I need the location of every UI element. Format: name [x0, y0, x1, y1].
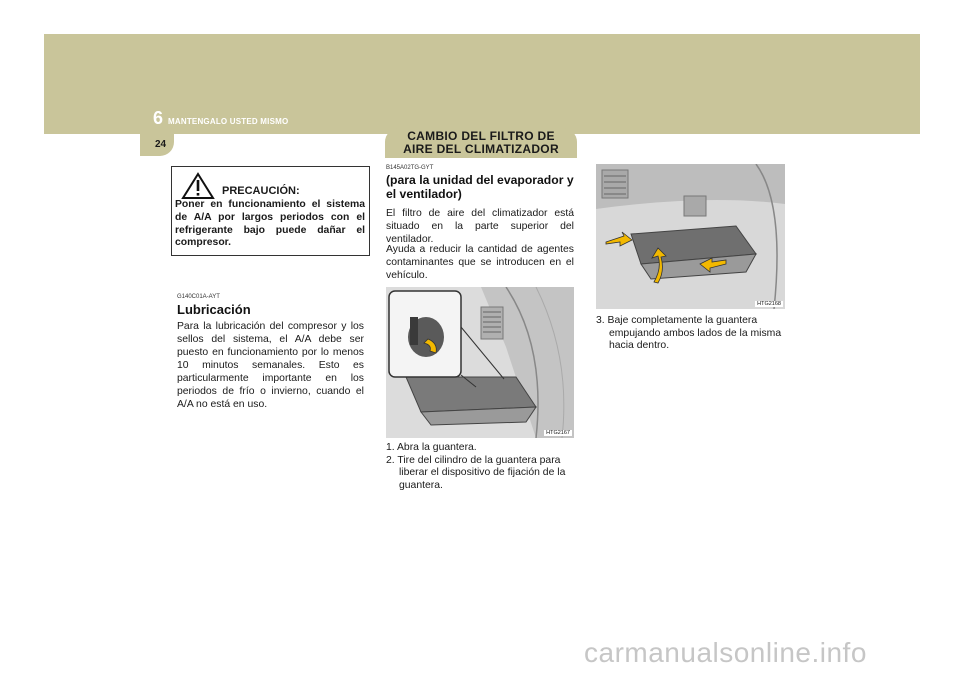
section-title-line2: AIRE DEL CLIMATIZADOR — [403, 142, 559, 156]
caution-text: Poner en funcionamiento el sistema de A/A por largos periodos con el refrigerante bajo puede dañar el compresor. — [175, 199, 365, 249]
filter-subtitle: (para la unidad del evaporador y el ventilador) — [386, 173, 574, 201]
filter-intro: El filtro de aire del climatizador está situado en la parte superior del ventilador. — [386, 208, 574, 245]
steps-list — [386, 442, 574, 492]
caution-title: PRECAUCIÓN: — [222, 185, 300, 197]
glovebox-illustration — [386, 287, 574, 438]
figure-label: HTG2167 — [546, 430, 570, 436]
figure-glovebox-lower — [596, 164, 785, 309]
step-item: 3. Baje completamente la guantera empujando ambos lados de la misma hacia dentro. — [596, 315, 782, 351]
lubrication-title: Lubricación — [177, 302, 251, 317]
figure-label: HTG2168 — [757, 301, 781, 307]
lubrication-text: Para la lubricación del compresor y los sellos del sistema, el A/A debe ser puesto en funcionamiento por lo menos 10 minutos semanales. Esto es particularmente importante en los periodos de frío o invierno, cuando el A/A no está en uso. — [177, 321, 364, 410]
section-title — [385, 130, 577, 156]
watermark: carmanualsonline.info — [584, 637, 867, 668]
page-number: 24 — [155, 139, 167, 150]
figure-glovebox-cylinder — [386, 287, 574, 438]
chapter-number: 6 — [153, 108, 164, 128]
step3-list — [596, 315, 784, 353]
step-item: 2. Tire del cilindro de la guantera para liberar el dispositivo de fijación de la guantera. — [386, 454, 566, 491]
lubrication-code: G140C01A-AYT — [177, 294, 220, 300]
section-title-line1: CAMBIO DEL FILTRO DE — [407, 129, 555, 143]
chapter-title: MANTENGALO USTED MISMO — [168, 117, 289, 126]
step-item: 1. Abra la guantera. — [386, 442, 477, 453]
glovebox-lower-illustration — [596, 164, 785, 309]
warning-triangle-icon — [181, 172, 215, 200]
filter-code: B145A02TG-GYT — [386, 165, 434, 171]
filter-intro-2: Ayuda a reducir la cantidad de agentes contaminantes que se introducen en el vehículo. — [386, 244, 574, 281]
